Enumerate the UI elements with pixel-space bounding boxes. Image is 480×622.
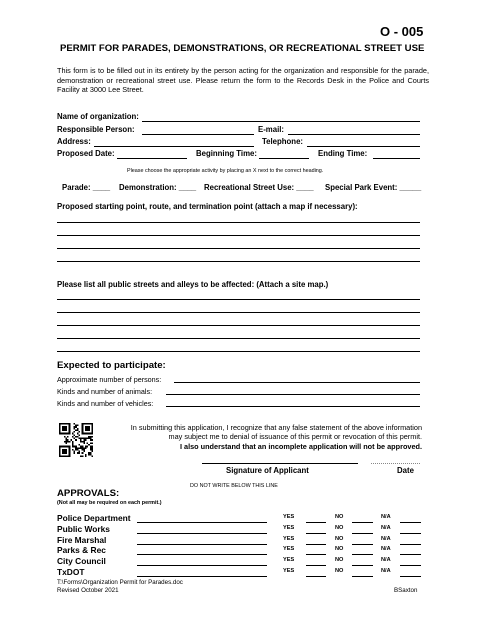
- approval-na[interactable]: N/A: [381, 514, 391, 520]
- special-park-option[interactable]: Special Park Event: _____: [325, 183, 422, 192]
- date-label: Date: [397, 466, 414, 475]
- approval-na[interactable]: N/A: [381, 546, 391, 553]
- footer-revised: Revised October 2021: [57, 587, 119, 594]
- approval-na-line[interactable]: [400, 565, 421, 566]
- approval-signature-line[interactable]: [137, 544, 267, 545]
- approvals-heading: APPROVALS:: [57, 488, 120, 499]
- approval-no-line[interactable]: [352, 576, 373, 577]
- approvals-subheading: (Not all may be required on each permit.): [57, 500, 162, 506]
- approval-yes[interactable]: YES: [283, 524, 295, 531]
- approval-signature-line[interactable]: [137, 554, 267, 555]
- vehicles-label: Kinds and number of vehicles:: [57, 399, 154, 408]
- email-field[interactable]: [288, 134, 420, 135]
- date-line[interactable]: [371, 463, 420, 464]
- responsible-person-field[interactable]: [142, 134, 254, 135]
- approval-yes[interactable]: YES: [283, 568, 295, 574]
- approval-na[interactable]: N/A: [381, 535, 391, 542]
- approval-yes-line[interactable]: [306, 554, 326, 555]
- participation-heading: Expected to participate:: [57, 360, 166, 371]
- form-title: PERMIT FOR PARADES, DEMONSTRATIONS, OR RECREATIONAL STREET USE: [60, 43, 425, 54]
- signature-line[interactable]: [202, 463, 358, 464]
- org-name-field[interactable]: [142, 121, 420, 122]
- approval-signature-line[interactable]: [137, 576, 267, 577]
- recreational-option[interactable]: Recreational Street Use: ____: [204, 183, 314, 192]
- streets-line[interactable]: [57, 325, 420, 326]
- approval-yes[interactable]: YES: [283, 535, 295, 542]
- approval-yes[interactable]: YES: [283, 557, 295, 564]
- approval-na[interactable]: N/A: [381, 557, 391, 564]
- approval-yes-line[interactable]: [306, 544, 326, 545]
- parade-option[interactable]: Parade: ____: [62, 183, 111, 192]
- streets-line[interactable]: [57, 299, 420, 300]
- approval-department: Fire Marshal: [57, 534, 107, 545]
- approval-department: TxDOT: [57, 567, 85, 577]
- approval-yes-line[interactable]: [306, 533, 326, 534]
- approval-na-line[interactable]: [400, 544, 421, 545]
- streets-label: Please list all public streets and alleys to be affected: (Attach a site map.): [57, 280, 329, 289]
- approval-no[interactable]: NO: [335, 514, 344, 520]
- footer-file-path: T:\Forms\Organization Permit for Parades.doc: [57, 579, 183, 586]
- streets-line[interactable]: [57, 312, 420, 313]
- approval-na-line[interactable]: [400, 533, 421, 534]
- approval-no-line[interactable]: [352, 533, 373, 534]
- approval-yes[interactable]: YES: [283, 514, 295, 520]
- animals-field[interactable]: [166, 394, 420, 395]
- approval-no-line[interactable]: [352, 565, 373, 566]
- intro-paragraph: This form is to be filled out in its entirety by the person acting for the organization and responsible for the parade, demonstration or recreational street use. Please return the form to the Records Desk in the Police and Courts Facility at 3000 Lee Street.: [57, 66, 429, 95]
- approval-department: Parks & Rec: [57, 545, 106, 556]
- approval-na[interactable]: N/A: [381, 568, 391, 574]
- telephone-label: Telephone:: [262, 137, 304, 146]
- declaration-line-2: may subject me to denial of issuance of this permit or revocation of this permit.: [168, 432, 422, 442]
- streets-line[interactable]: [57, 338, 420, 339]
- streets-line[interactable]: [57, 351, 420, 352]
- approval-no-line[interactable]: [352, 522, 373, 523]
- approval-na-line[interactable]: [400, 576, 421, 577]
- address-field[interactable]: [94, 146, 254, 147]
- route-line[interactable]: [57, 235, 420, 236]
- telephone-field[interactable]: [307, 146, 420, 147]
- org-name-label: Name of organization:: [57, 112, 139, 121]
- signature-label: Signature of Applicant: [226, 466, 309, 475]
- persons-label: Approximate number of persons:: [57, 375, 162, 384]
- declaration-statement: [106, 423, 422, 451]
- approval-no[interactable]: NO: [335, 557, 344, 564]
- approval-no-line[interactable]: [352, 554, 373, 555]
- ending-time-field[interactable]: [373, 158, 420, 159]
- qr-code-icon: [59, 423, 93, 457]
- route-label: Proposed starting point, route, and termination point (attach a map if necessary):: [57, 202, 358, 211]
- proposed-date-label: Proposed Date:: [57, 149, 115, 158]
- approval-no[interactable]: NO: [335, 568, 344, 574]
- route-line[interactable]: [57, 261, 420, 262]
- approval-yes-line[interactable]: [306, 522, 326, 523]
- persons-field[interactable]: [174, 382, 420, 383]
- footer-author: BSaxton: [394, 587, 418, 594]
- approval-no-line[interactable]: [352, 544, 373, 545]
- approval-yes[interactable]: YES: [283, 546, 295, 553]
- route-line[interactable]: [57, 248, 420, 249]
- approval-na-line[interactable]: [400, 522, 421, 523]
- approval-no[interactable]: NO: [335, 535, 344, 542]
- declaration-line-1: In submitting this application, I recognize that any false statement of the above information: [130, 423, 422, 432]
- approval-yes-line[interactable]: [306, 565, 326, 566]
- approval-department: Public Works: [57, 523, 110, 534]
- activity-instruction: Please choose the appropriate activity by placing an X next to the correct heading.: [127, 168, 324, 174]
- beginning-time-field[interactable]: [259, 158, 309, 159]
- approval-na[interactable]: N/A: [381, 524, 391, 531]
- animals-label: Kinds and number of animals:: [57, 387, 153, 396]
- form-code: O - 005: [380, 24, 424, 39]
- approval-yes-line[interactable]: [306, 576, 326, 577]
- approval-na-line[interactable]: [400, 554, 421, 555]
- approval-department: City Council: [57, 556, 106, 567]
- approval-signature-line[interactable]: [137, 565, 267, 566]
- approval-department: Police Department: [57, 513, 131, 523]
- do-not-write-note: DO NOT WRITE BELOW THIS LINE: [190, 483, 278, 489]
- route-line[interactable]: [57, 222, 420, 223]
- ending-time-label: Ending Time:: [318, 149, 368, 158]
- proposed-date-field[interactable]: [117, 158, 187, 159]
- approval-signature-line[interactable]: [137, 522, 267, 523]
- approval-no[interactable]: NO: [335, 546, 344, 553]
- beginning-time-label: Beginning Time:: [196, 149, 257, 158]
- email-label: E-mail:: [258, 125, 284, 134]
- approval-signature-line[interactable]: [137, 533, 267, 534]
- responsible-person-label: Responsible Person:: [57, 125, 135, 134]
- demonstration-option[interactable]: Demonstration: ____: [119, 183, 197, 192]
- address-label: Address:: [57, 137, 91, 146]
- approval-no[interactable]: NO: [335, 524, 344, 531]
- vehicles-field[interactable]: [166, 406, 420, 407]
- declaration-line-3: I also understand that an incomplete application will not be approved.: [179, 441, 422, 451]
